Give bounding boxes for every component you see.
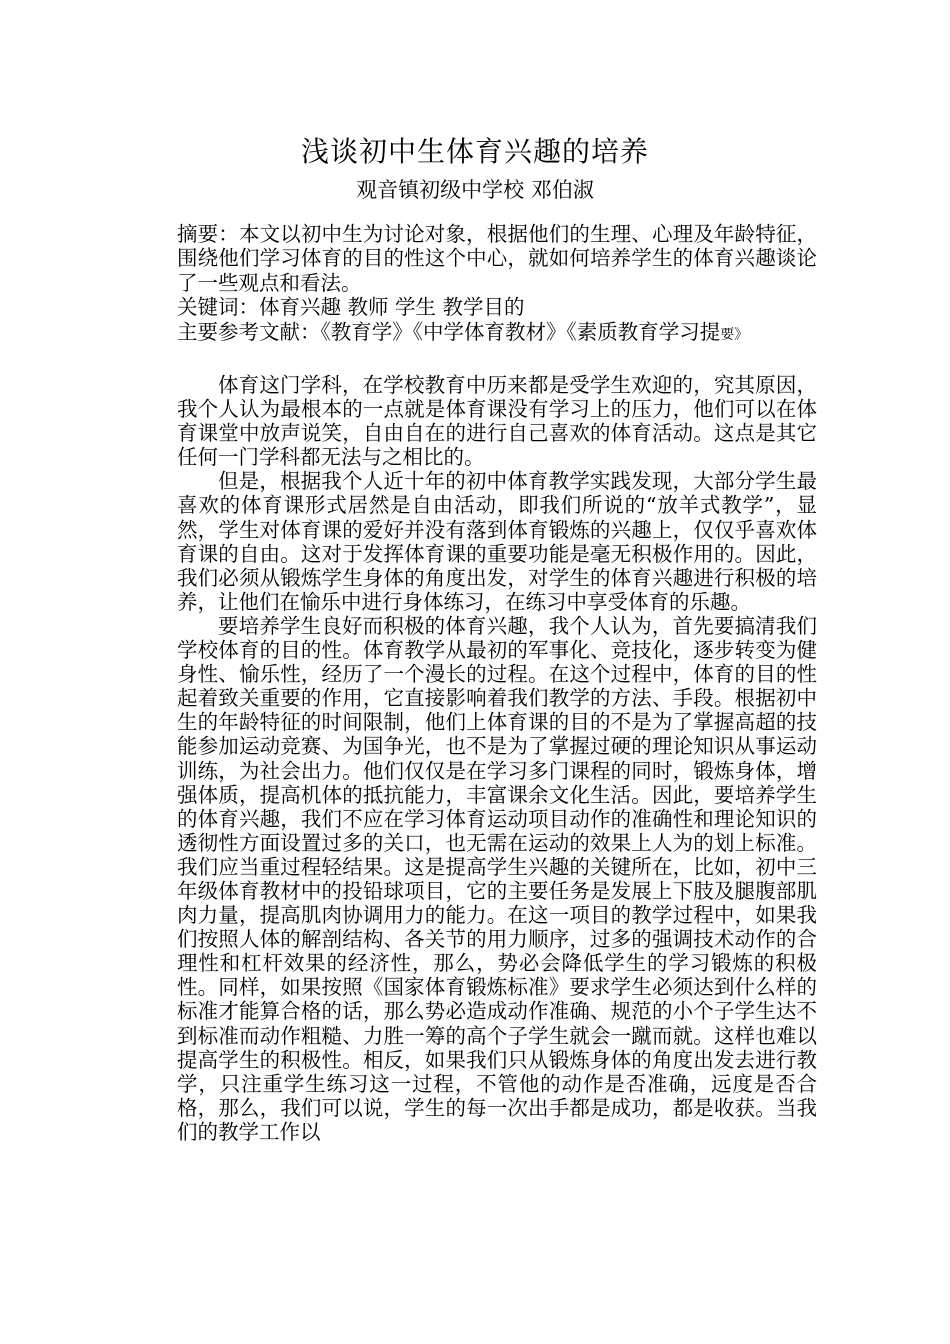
author-line: 观音镇初级中学校 邓伯淑: [356, 178, 594, 202]
abstract-text: 摘要：本文以初中生为讨论对象，根据他们的生理、心理及年龄特征，围绕他们学习体育的目的性这个中心，就如何培养学生的体育兴趣谈论了一些观点和看法。: [177, 222, 817, 295]
paragraph-1: 体育这门学科，在学校教育中历来都是受学生欢迎的，究其原因，我个人认为最根本的一点就是体育课没有学习上的压力，他们可以在体育课堂中放声说笑，自由自在的进行自己喜欢的体育活动。这点是其它任何一门学科都无法与之相比的。: [177, 373, 817, 470]
paragraph-2: 但是，根据我个人近十年的初中体育教学实践发现，大部分学生最喜欢的体育课形式居然是自由活动，即我们所说的“放羊式教学”，显然，学生对体育课的爱好并没有落到体育锻炼的兴趣上，仅仅乎喜欢体育课的自由。这对于发挥体育课的重要功能是毫无积极作用的。因此，我们必须从锻炼学生身体的角度出发，对学生的体育兴趣进行积极的培养，让他们在愉乐中进行身体练习，在练习中享受体育的乐趣。: [177, 469, 817, 614]
document-title: 浅谈初中生体育兴趣的培养: [300, 135, 649, 168]
references-line: [177, 320, 817, 347]
references-tail: 要》: [720, 326, 749, 343]
body-text: [177, 373, 817, 1144]
paragraph-3: 要培养学生良好而积极的体育兴趣，我个人认为，首先要搞清我们学校体育的目的性。体育教学从最初的军事化、竞技化，逐步转变为健身性、愉乐性，经历了一个漫长的过程。在这个过程中，体育的目的性起着致关重要的作用，它直接影响着我们教学的方法、手段。根据初中生的年龄特征的时间限制，他们上体育课的目的不是为了掌握高超的技能参加运动竞赛、为国争光，也不是为了掌握过硬的理论知识从事运动训练，为社会出力。他们仅仅是在学习多门课程的同时，锻炼身体，增强体质，提高机体的抵抗能力，丰富课余文化生活。因此，要培养学生的体育兴趣，我们不应在学习体育运动项目动作的准确性和理论知识的透彻性方面设置过多的关口，也无需在运动的效果上人为的划上标准。我们应当重过程轻结果。这是提高学生兴趣的关键所在，比如，初中三年级体育教材中的投铅球项目，它的主要任务是发展上下肢及腿腹部肌肉力量，提高肌肉协调用力的能力。在这一项目的教学过程中，如果我们按照人体的解剖结构、各关节的用力顺序，过多的强调技术动作的合理性和杠杆效果的经济性，那么，势必会降低学生的学习锻炼的积极性。同样，如果按照《国家体育锻炼标准》要求学生必须达到什么样的标准才能算合格的话，那么势必造成动作准确、规范的小个子学生达不到标准而动作粗糙、力胜一筹的高个子学生就会一蹴而就。这样也难以提高学生的积极性。相反，如果我们只从锻炼身体的角度出发去进行教学，只注重学生练习这一过程，不管他的动作是否准确，远度是否合格，那么，我们可以说，学生的每一次出手都是成功，都是收获。当我们的教学工作以: [177, 613, 817, 1144]
keywords-line: 关键词：体育兴趣 教师 学生 教学目的: [177, 295, 525, 320]
abstract-section: [177, 222, 817, 347]
references-main: 主要参考文献：《教育学》《中学体育教材》《素质教育学习提: [177, 319, 721, 344]
